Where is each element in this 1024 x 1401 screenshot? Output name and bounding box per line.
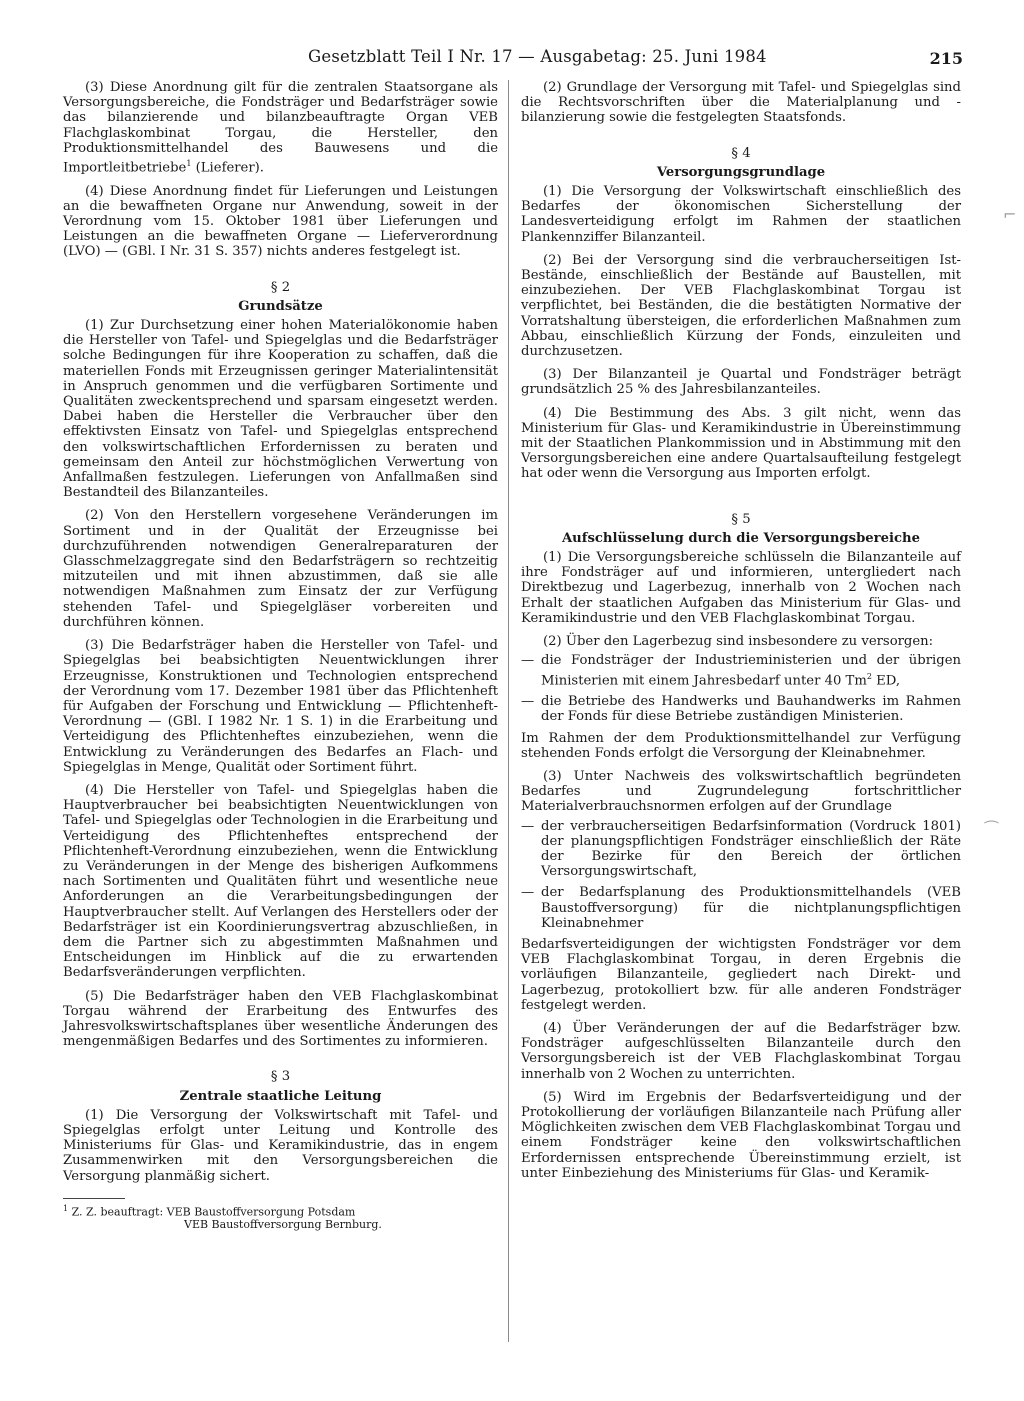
list-item: — der verbraucherseitigen Bedarfsinformation (Vordruck 1801) der planungspflichtigen Fondsträger einschließlich der Räte der Bezirke für den Bereich der örtlichen Versorgungswirtschaft, xyxy=(521,818,961,880)
paragraph-s5-1: (1) Die Versorgungsbereiche schlüsseln die Bilanzanteile auf ihre Fondsträger auf und informieren, untergliedert nach Direktbezug und Lagerbezug, innerhalb von 2 Wochen nach Erhalt der staatlichen Aufgaben das Ministerium für Glas- und Keramikindustrie und den VEB Flachglaskombinat Torgau. xyxy=(521,550,961,626)
section-heading-5: Aufschlüsselung durch die Versorgungsbereiche xyxy=(561,530,921,546)
gazette-title: Gesetzblatt Teil I Nr. 17 — Ausgabetag: 25. Juni 1984 xyxy=(308,47,767,66)
paragraph-s4-2: (2) Bei der Versorgung sind die verbraucherseitigen Ist-Bestände, einschließlich der Bestände auf Baustellen, mit einzubeziehen. Der VEB Flachglaskombinat Torgau ist verpflichtet, bei Beständen, die die bestätigten Normative der Vorratshaltung übersteigen, die erforderlichen Maßnahmen zum Abbau, einschließlich Kürzung der Fonds, einzuleiten und durchzusetzen. xyxy=(521,252,961,360)
section-number-2: § 2 xyxy=(270,279,291,295)
paragraph-s4-3: (3) Der Bilanzanteil je Quartal und Fondsträger beträgt grundsätzlich 25 % des Jahresbilanzanteiles. xyxy=(521,367,961,398)
paragraph-s1-4: (4) Diese Anordnung findet für Lieferungen und Leistungen an die bewaffneten Organe nur Anwendung, soweit in der Verordnung vom 15. Oktober 1981 über Lieferungen und Leistungen an die bewaffneten Organe — Lieferverordnung (LVO) — (GBl. I Nr. 31 S. 357) nichts anderes festgelegt ist. xyxy=(63,183,498,260)
section-number-4: § 4 xyxy=(731,145,751,161)
section-number-5: § 5 xyxy=(731,511,751,527)
list-item: — die Fondsträger der Industrieministerien und der übrigen Ministerien mit einem Jahresbedarf unter 40 Tm$^2$ ED, xyxy=(521,653,961,688)
paragraph-s2-1: (1) Zur Durchsetzung einer hohen Materialökonomie haben die Hersteller von Tafel- und Spiegelglas und die Bedarfsträger solche Bedingungen für ihre Kooperation zu schaffen, daß die materiellen Fonds mit Erzeugnissen geringer Materialintensität in Anspruch genommen und die verfügbaren Sortimente und Qualitäten zweckentsprechend und sparsam eingesetzt werden. Dabei haben die Hersteller die Verbraucher über den effektivsten Einsatz von Tafel- und Spiegelglas entsprechend den volkswirtschaftlichen Erfordernissen zu beraten und gemeinsam den Anteil zur höchstmöglichen Verwertung von Anfallmaßen festzulegen. Lieferungen von Anfallmaßen sind Bestandteil des Bilanzanteiles. xyxy=(63,318,498,501)
section-heading-3: Zentrale staatliche Leitung xyxy=(179,1088,382,1104)
right-column xyxy=(521,80,961,1189)
column-divider xyxy=(508,80,509,1342)
section-heading-2: Grundsätze xyxy=(238,298,323,314)
paragraph-s5-5: (5) Wird im Ergebnis der Bedarfsverteidigung und der Protokollierung der vorläufigen Bilanzanteile nach Prüfung aller Möglichkeiten zwischen dem VEB Flachglaskombinat Torgau und einem Fondsträger keine den volkswirtschaftlichen Erfordernissen entsprechende Übereinstimmung erzielt, ist unter Einbeziehung des Ministeriums für Glas- und Keramik- xyxy=(521,1089,961,1181)
page-header xyxy=(60,47,965,75)
list-item: — der Bedarfsplanung des Produktionsmittelhandels (VEB Baustoffversorgung) für die nichtplanungspflichtigen Kleinabnehmer xyxy=(521,885,961,931)
paragraph-s5-4: (4) Über Veränderungen der auf die Bedarfsträger bzw. Fondsträger aufgeschlüsselten Bilanzanteile durch den Versorgungsbereich ist der VEB Flachglaskombinat Torgau innerhalb von 2 Wochen zu unterrichten. xyxy=(521,1020,961,1082)
paragraph-s5-2b: Im Rahmen der dem Produktionsmittelhandel zur Verfügung stehenden Fonds erfolgt die Versorgung der Kleinabnehmer. xyxy=(521,730,961,761)
footnote: $^1$ Z. Z. beauftragt: VEB Baustoffversorgung Potsdam VEB Baustoffversorgung Bernburg. xyxy=(63,1203,382,1232)
paragraph-s4-1: (1) Die Versorgung der Volkswirtschaft einschließlich des Bedarfes der ökonomischen Sicherstellung der Landesverteidigung erfolgt im Rahmen der staatlichen Plankennziffer Bilanzanteil. xyxy=(521,184,961,245)
page-number: 215 xyxy=(929,49,963,68)
footnote-rule xyxy=(63,1198,125,1199)
footnote-ref: 1 xyxy=(186,159,192,169)
paragraph-s2-5: (5) Die Bedarfsträger haben den VEB Flachglaskombinat Torgau während der Erarbeitung des Entwurfes des Jahresvolkswirtschaftsplanes über wesentliche Änderungen des mengenmäßigen Bedarfes und des Sortimentes zu informieren. xyxy=(63,988,498,1050)
scan-mark: ⌐ xyxy=(1003,205,1017,224)
paragraph-s5-2: (2) Über den Lagerbezug sind insbesondere zu versorgen: xyxy=(543,634,934,650)
paragraph-s2-2: (2) Von den Herstellern vorgesehene Veränderungen im Sortiment und in der Qualität der Erzeugnisse bei durchzuführenden notwendigen Generalreparaturen der Glasschmelzaggregate sind den Bedarfsträgern so rechtzeitig mitzuteilen und mit ihnen abzustimmen, daß sie alle notwendigen Maßnahmen zum Einsatz der zur Verfügung stehenden Tafel- und Spiegelgläser vorbereiten und durchführen können. xyxy=(63,508,498,630)
paragraph-s5-3b: Bedarfsverteidigungen der wichtigsten Fondsträger vor dem VEB Flachglaskombinat Torgau, in deren Ergebnis die vorläufigen Bilanzanteile, gegliedert nach Direkt- und Lagerbezug, protokolliert bzw. für alle anderen Fondsträger festgelegt werden. xyxy=(521,936,961,1013)
section-number-3: § 3 xyxy=(270,1069,291,1085)
paragraph-s3-1: (1) Die Versorgung der Volkswirtschaft mit Tafel- und Spiegelglas erfolgt unter Leitung und Kontrolle des Ministeriums für Glas- und Keramikindustrie, das in engem Zusammenwirken mit den Versorgungsbereichen die Versorgung planmäßig sichert. xyxy=(63,1107,498,1184)
paragraph-s2-3: (3) Die Bedarfsträger haben die Hersteller von Tafel- und Spiegelglas bei beabsichtigten Neuentwicklungen ihrer Erzeugnisse, Konstruktionen und Technologien entsprechend der Verordnung vom 17. Dezember 1981 über das Pflichtenheft für Aufgaben der Forschung und Entwicklung — Pflichtenheft-Verordnung — (GBl. I 1982 Nr. 1 S. 1) in die Erarbeitung und Verteidigung des Pflichtenheftes einzubeziehen, wenn die Entwicklung zu Veränderungen des Bedarfes an Flach- und Spiegelglas in Menge, Qualität oder Sortiment führt. xyxy=(63,638,498,775)
scan-mark: ⁀ xyxy=(985,820,998,839)
paragraph-s2-4: (4) Die Hersteller von Tafel- und Spiegelglas haben die Hauptverbraucher bei beabsichtigten Neuentwicklungen von Tafel- und Spiegelglas oder Technologien in die Erarbeitung und Verteidigung des Pflichtenheftes entsprechend der Pflichtenheft-Verordnung einzubeziehen, wenn die Entwicklung zu Veränderungen in der Menge des bisherigen Aufkommens nach Sortimenten und Qualitäten führt und wesentliche neue Anforderungen an die Verarbeitungsbedingungen der Hauptverbraucher stellt. Auf Verlangen des Herstellers oder der Bedarfsträger ist ein Koordinierungsvertrag abzuschließen, in dem die Partner sich zu abgestimmten Maßnahmen und Entscheidungen im Hinblick auf die zu erwartenden Bedarfsveränderungen verpflichten. xyxy=(63,782,498,981)
list-item: — die Betriebe des Handwerks und Bauhandwerks im Rahmen der Fonds für diese Betriebe zuständigen Ministerien. xyxy=(521,694,961,725)
section-heading-4: Versorgungsgrundlage xyxy=(656,164,826,180)
paragraph-s5-3: (3) Unter Nachweis des volkswirtschaftlich begründeten Bedarfes und Zugrundelegung fortschrittlicher Materialverbrauchsnormen erfolgen auf der Grundlage xyxy=(521,768,961,815)
paragraph-s1-3: (3) Diese Anordnung gilt für die zentralen Staatsorgane als Versorgungsbereiche, die Fondsträger und Bedarfsträger sowie das bilanzierende und bilanzbeauftragte Organ VEB Flachglaskombinat Torgau, die Hersteller, den Produktionsmittelhandel des Bauwesens und die Importleitbetriebe$^1$ (Lieferer). xyxy=(63,80,498,176)
left-column xyxy=(63,80,498,1231)
paragraph-s4-4: (4) Die Bestimmung des Abs. 3 gilt nicht, wenn das Ministerium für Glas- und Keramikindustrie in Übereinstimmung mit der Staatlichen Plankommission und in Abstimmung mit den Versorgungsbereichen eine andere Quartalsaufteilung festgelegt hat oder wenn die Versorgung aus Importen erfolgt. xyxy=(521,405,961,482)
paragraph-s3-2: (2) Grundlage der Versorgung mit Tafel- und Spiegelglas sind die Rechtsvorschriften über die Materialplanung und -bilanzierung sowie die festgelegten Staatsfonds. xyxy=(521,80,961,126)
